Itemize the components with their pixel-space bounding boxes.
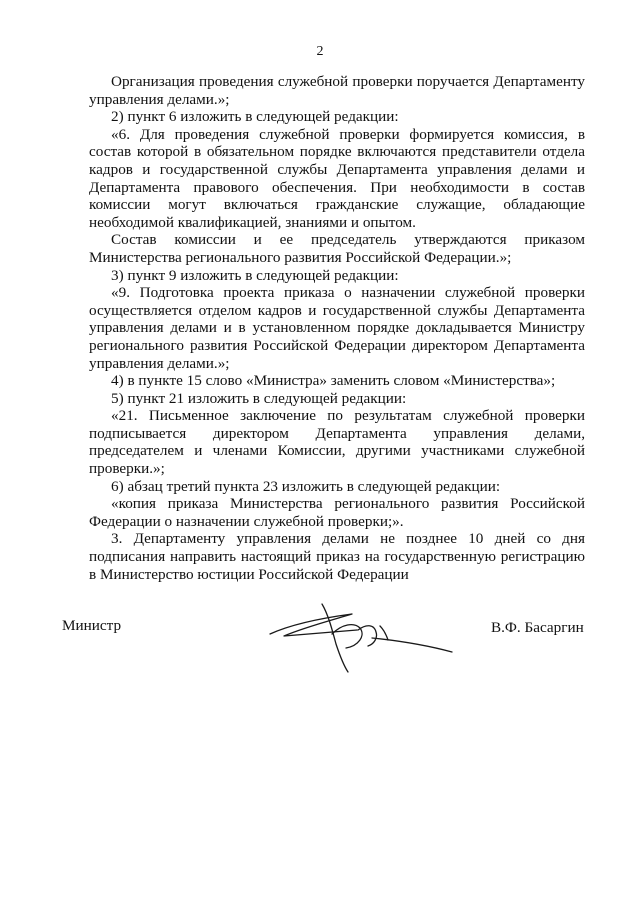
- document-body: [89, 73, 585, 583]
- paragraph: 5) пункт 21 изложить в следующей редакции:: [111, 389, 407, 407]
- paragraph: 3) пункт 9 изложить в следующей редакции:: [111, 266, 399, 284]
- paragraph: «9. Подготовка проекта приказа о назначении служебной проверки осуществляется отделом кадров и государственной службы Департамента управления делами и в установленном порядке докладывается Министру регионального развития Российской Федерации директором Департамента управления делами.»;: [89, 284, 585, 372]
- paragraph: 2) пункт 6 изложить в следующей редакции:: [111, 108, 399, 126]
- signatory-title: Министр: [62, 617, 122, 634]
- paragraph: Состав комиссии и ее председатель утверждаются приказом Министерства регионального развития Российской Федерации.»;: [89, 231, 585, 266]
- paragraph: 3. Департаменту управления делами не позднее 10 дней со дня подписания направить настоящий приказ на государственную регистрацию в Министерство юстиции Российской Федерации: [89, 530, 585, 583]
- paragraph: 4) в пункте 15 слово «Министра» заменить словом «Министерства»;: [111, 372, 556, 390]
- paragraph: 6) абзац третий пункта 23 изложить в следующей редакции:: [111, 477, 501, 495]
- paragraph: «6. Для проведения служебной проверки формируется комиссия, в состав которой в обязательном порядке включаются представители отдела кадров и государственной службы Департамента управления делами и Департамента правового обеспечения. При необходимости в состав комиссии могут включаться гражданские служащие, обладающие необходимой квалификацией, знаниями и опытом.: [89, 125, 585, 231]
- handwritten-signature: [262, 594, 457, 674]
- paragraph: Организация проведения служебной проверки поручается Департаменту управления делами.»;: [89, 73, 585, 108]
- paragraph: «копия приказа Министерства регионального развития Российской Федерации о назначении служебной проверки;».: [89, 495, 585, 530]
- page-number: 2: [316, 44, 324, 59]
- paragraph: «21. Письменное заключение по результатам служебной проверки подписывается директором Департамента управления делами, председателем и членами Комиссии, другими участниками служебной проверки.»;: [89, 407, 585, 478]
- signatory-name: В.Ф. Басаргин: [491, 619, 584, 636]
